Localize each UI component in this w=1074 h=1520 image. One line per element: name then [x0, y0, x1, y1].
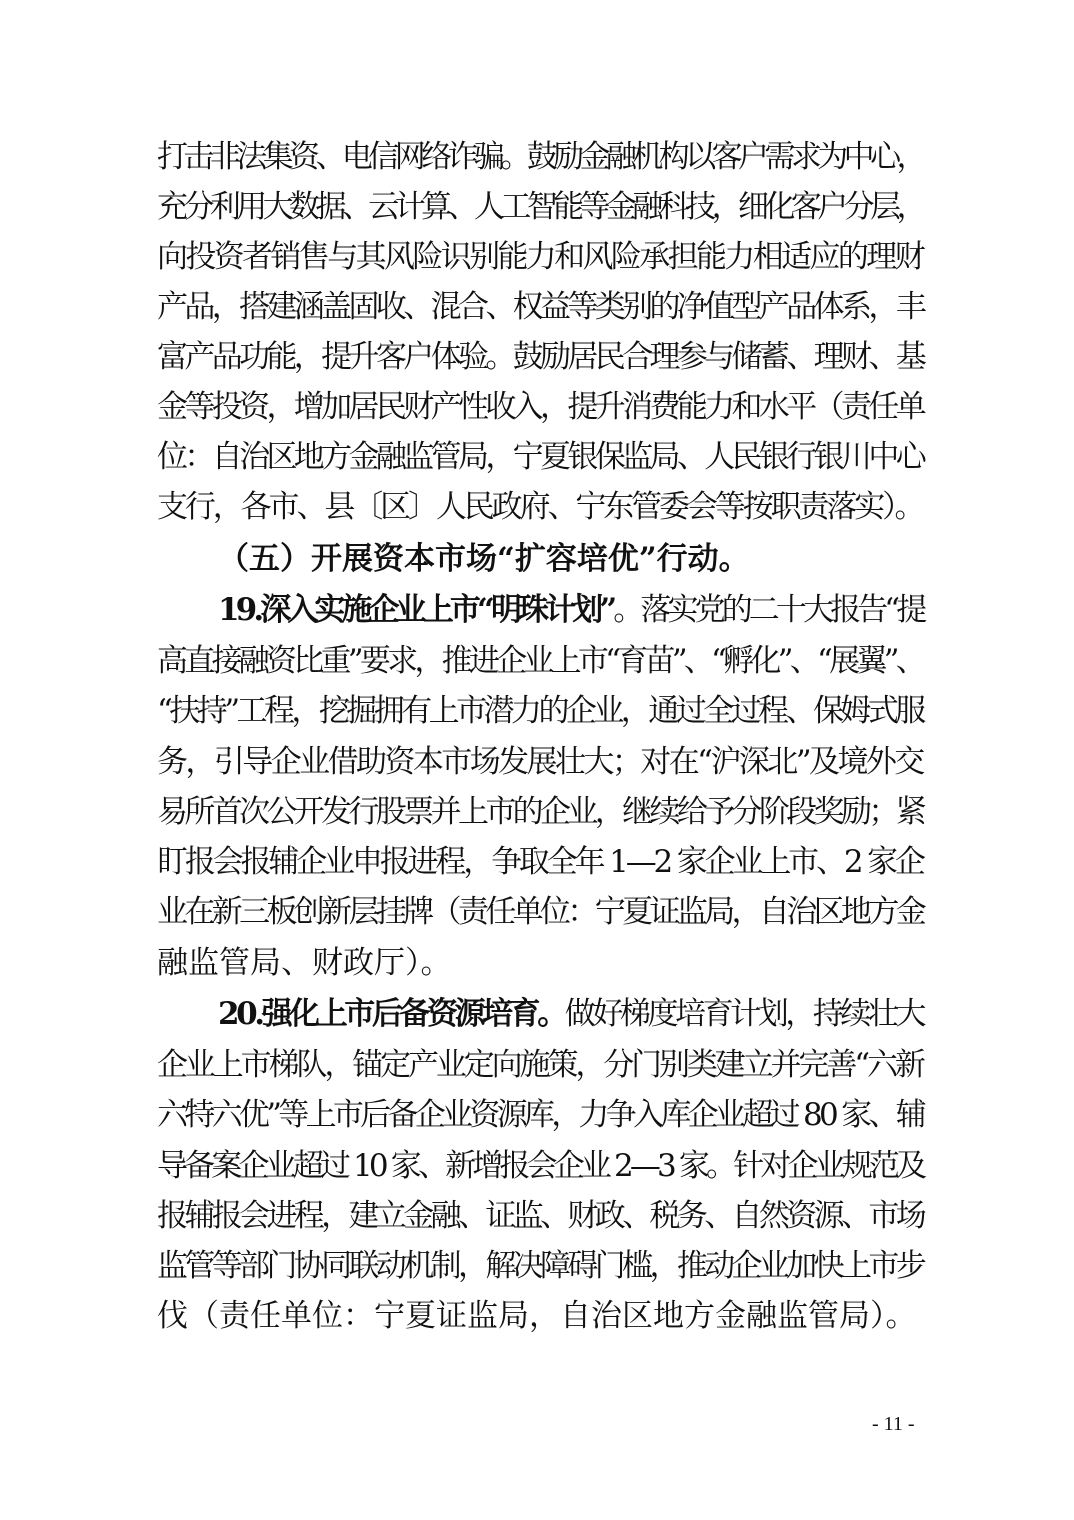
text-line	[157, 1292, 917, 1340]
bold-heading-text: 19.深入实施企业上市“明珠计划”	[218, 592, 614, 628]
text-line	[157, 738, 923, 786]
text-line	[157, 233, 923, 281]
text-line	[157, 283, 923, 331]
line-text: 监管等部门协同联动机制，解决障碍门槛，推动企业加快上市步	[157, 1248, 924, 1284]
text-line	[218, 586, 923, 634]
line-text: 导备案企业超过 10 家、新增报会企业 2—3 家。针对企业规范及	[157, 1148, 924, 1184]
text-line	[157, 838, 923, 886]
text-line	[157, 788, 923, 836]
line-text: 充分利用大数据、云计算、人工智能等金融科技，细化客户分层，	[157, 189, 923, 225]
line-text: 高直接融资比重”要求，推进企业上市“育苗”、“孵化”、“展翼”、	[157, 643, 923, 679]
line-text: 支行，各市、县〔区〕人民政府、宁东管委会等按职责落实）。	[157, 489, 923, 525]
line-text: 金等投资，增加居民财产性收入，提升消费能力和水平（责任单	[157, 389, 924, 425]
line-text: 融监管局、财政厅）。	[157, 945, 452, 981]
line-text: 。落实党的二十大报告“提	[613, 592, 924, 628]
line-text: 业在新三板创新层挂牌（责任单位：宁夏证监局，自治区地方金	[157, 894, 924, 930]
line-text: 做好梯度培育计划，持续壮大	[564, 996, 924, 1032]
text-line	[157, 333, 923, 381]
text-line	[157, 888, 923, 936]
bold-heading-text: （五）开展资本市场“扩容培优”行动。	[218, 541, 750, 577]
text-line	[157, 483, 922, 531]
text-line	[157, 939, 452, 987]
text-line	[157, 133, 923, 181]
text-line	[157, 183, 923, 231]
text-line	[157, 1242, 923, 1290]
text-line	[157, 383, 923, 431]
text-line	[157, 433, 923, 481]
text-line	[157, 1091, 923, 1139]
bold-heading-text: 20.强化上市后备资源培育。	[218, 996, 565, 1032]
text-line	[157, 637, 923, 685]
line-text: 伐（责任单位：宁夏证监局，自治区地方金融监管局）。	[157, 1298, 917, 1334]
line-text: 企业上市梯队，锚定产业定向施策，分门别类建立并完善“六新	[157, 1047, 923, 1083]
line-text: “扶持”工程，挖掘拥有上市潜力的企业，通过全过程、保姆式服	[157, 693, 923, 729]
text-line	[157, 1041, 923, 1089]
line-text: 六特六优”等上市后备企业资源库，力争入库企业超过 80 家、辅	[157, 1097, 923, 1133]
line-text: 富产品功能，提升客户体验。鼓励居民合理参与储蓄、理财、基	[157, 339, 924, 375]
page-number: - 11 -	[872, 1413, 915, 1435]
line-text: 报辅报会进程，建立金融、证监、财政、税务、自然资源、市场	[157, 1198, 924, 1234]
line-text: 易所首次公开发行股票并上市的企业，继续给予分阶段奖励；紧	[157, 794, 924, 830]
line-text: 位：自治区地方金融监管局，宁夏银保监局、人民银行银川中心	[157, 439, 924, 475]
line-text: 向投资者销售与其风险识别能力和风险承担能力相适应的理财	[157, 239, 923, 275]
line-text: 务，引导企业借助资本市场发展壮大；对在“沪深北”及境外交	[157, 744, 923, 780]
line-text: 产品，搭建涵盖固收、混合、权益等类别的净值型产品体系，丰	[157, 289, 924, 325]
text-line	[157, 1192, 923, 1240]
text-line	[218, 990, 923, 1038]
text-line	[157, 687, 923, 735]
line-text: 盯报会报辅企业申报进程，争取全年 1—2 家企业上市、2 家企	[157, 844, 923, 880]
text-line	[218, 535, 750, 583]
line-text: 打击非法集资、电信网络诈骗。鼓励金融机构以客户需求为中心，	[157, 139, 923, 175]
text-line	[157, 1142, 923, 1190]
